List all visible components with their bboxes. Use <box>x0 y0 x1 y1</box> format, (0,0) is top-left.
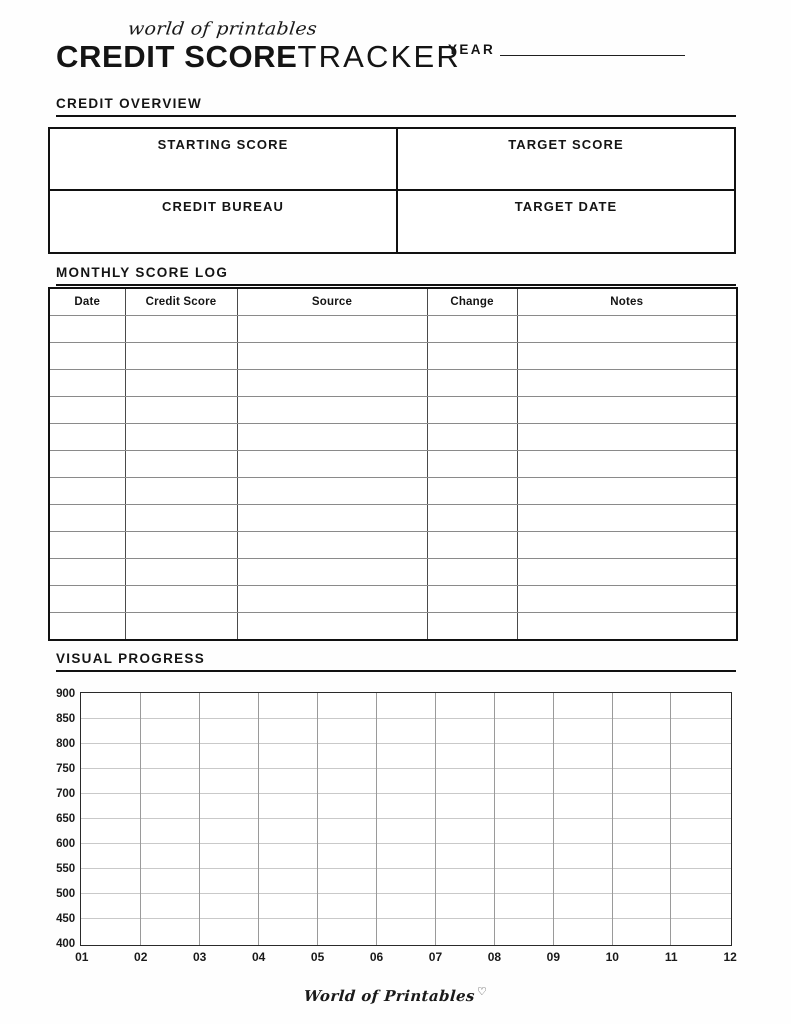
chart-x-tick-label: 09 <box>546 950 561 964</box>
log-cell-source[interactable] <box>237 451 427 478</box>
overview-cell-target-score[interactable] <box>398 129 734 191</box>
log-cell-date[interactable] <box>49 586 125 613</box>
chart-gridline-vertical <box>670 693 671 945</box>
table-row <box>49 586 737 613</box>
log-cell-change[interactable] <box>427 451 517 478</box>
section-title-credit-overview: CREDIT OVERVIEW <box>56 96 203 111</box>
log-cell-source[interactable] <box>237 343 427 370</box>
log-cell-notes[interactable] <box>517 559 737 586</box>
log-cell-notes[interactable] <box>517 586 737 613</box>
chart-y-tick-label: 800 <box>56 737 75 750</box>
log-cell-change[interactable] <box>427 505 517 532</box>
log-cell-change[interactable] <box>427 586 517 613</box>
log-cell-source[interactable] <box>237 370 427 397</box>
log-cell-credit-score[interactable] <box>125 397 237 424</box>
credit-overview-table <box>48 127 736 254</box>
chart-x-tick-label: 07 <box>428 950 443 964</box>
log-cell-notes[interactable] <box>517 316 737 343</box>
chart-y-tick-label: 850 <box>56 712 75 725</box>
log-column-header-credit-score: Credit Score <box>125 288 237 316</box>
log-cell-credit-score[interactable] <box>125 505 237 532</box>
section-rule <box>56 115 736 117</box>
chart-gridline-vertical <box>317 693 318 945</box>
chart-gridline-horizontal <box>81 718 731 719</box>
log-cell-notes[interactable] <box>517 451 737 478</box>
log-cell-credit-score[interactable] <box>125 586 237 613</box>
chart-gridline-horizontal <box>81 918 731 919</box>
log-cell-change[interactable] <box>427 532 517 559</box>
log-cell-notes[interactable] <box>517 370 737 397</box>
table-row <box>49 613 737 641</box>
table-row <box>49 397 737 424</box>
chart-gridline-horizontal <box>81 893 731 894</box>
chart-gridline-vertical <box>553 693 554 945</box>
log-cell-credit-score[interactable] <box>125 613 237 641</box>
chart-gridline-horizontal <box>81 768 731 769</box>
chart-x-tick-label: 04 <box>251 950 266 964</box>
year-write-line[interactable] <box>500 55 685 56</box>
log-cell-credit-score[interactable] <box>125 559 237 586</box>
chart-y-tick-label: 650 <box>56 813 75 825</box>
chart-gridline-vertical <box>494 693 495 945</box>
chart-y-tick-label: 750 <box>56 762 75 775</box>
log-cell-credit-score[interactable] <box>125 532 237 559</box>
table-row <box>49 343 737 370</box>
overview-label-target-date: TARGET DATE <box>514 198 618 214</box>
log-cell-source[interactable] <box>237 532 427 559</box>
log-cell-change[interactable] <box>427 343 517 370</box>
log-cell-source[interactable] <box>237 397 427 424</box>
chart-gridline-vertical <box>258 693 259 945</box>
log-cell-date[interactable] <box>49 451 125 478</box>
chart-gridline-horizontal <box>81 843 731 844</box>
log-cell-source[interactable] <box>237 478 427 505</box>
log-cell-notes[interactable] <box>517 613 737 641</box>
log-cell-change[interactable] <box>427 316 517 343</box>
log-column-header-change: Change <box>427 288 517 316</box>
table-row <box>49 370 737 397</box>
log-cell-notes[interactable] <box>517 424 737 451</box>
log-cell-credit-score[interactable] <box>125 424 237 451</box>
monthly-score-log-table <box>48 287 738 641</box>
log-cell-source[interactable] <box>237 586 427 613</box>
log-cell-change[interactable] <box>427 370 517 397</box>
chart-gridline-vertical <box>376 693 377 945</box>
brand-script-logo: world of printables <box>126 18 319 40</box>
log-cell-change[interactable] <box>427 397 517 424</box>
overview-label-credit-bureau: CREDIT BUREAU <box>162 198 284 214</box>
chart-gridline-vertical <box>199 693 200 945</box>
section-header-visual-progress <box>56 651 736 672</box>
overview-cell-credit-bureau[interactable] <box>50 191 398 253</box>
chart-y-tick-label: 400 <box>56 938 75 951</box>
section-rule <box>56 670 736 672</box>
chart-x-tick-label: 11 <box>664 950 678 964</box>
footer-brand-text: World of Printables <box>303 987 476 1006</box>
table-row <box>49 478 737 505</box>
table-row <box>49 505 737 532</box>
table-row <box>49 532 737 559</box>
log-cell-date[interactable] <box>49 343 125 370</box>
log-cell-source[interactable] <box>237 613 427 641</box>
chart-x-tick-label: 01 <box>75 950 89 964</box>
section-title-monthly-score-log: MONTHLY SCORE LOG <box>56 265 229 280</box>
chart-y-tick-label: 500 <box>56 888 75 901</box>
table-row <box>49 424 737 451</box>
log-cell-credit-score[interactable] <box>125 451 237 478</box>
log-cell-date[interactable] <box>49 424 125 451</box>
log-cell-date[interactable] <box>49 532 125 559</box>
chart-y-tick-label: 900 <box>56 687 75 700</box>
log-cell-credit-score[interactable] <box>125 478 237 505</box>
log-column-header-source: Source <box>237 288 427 316</box>
log-cell-change[interactable] <box>427 613 517 641</box>
log-column-header-notes: Notes <box>517 288 737 316</box>
chart-y-tick-label: 550 <box>56 863 75 876</box>
log-cell-credit-score[interactable] <box>125 343 237 370</box>
log-column-header-date: Date <box>49 288 125 316</box>
table-header-row <box>49 288 737 316</box>
section-title-visual-progress: VISUAL PROGRESS <box>56 651 206 666</box>
chart-x-tick-label: 08 <box>487 950 502 964</box>
log-table-body <box>49 316 737 641</box>
chart-y-tick-label: 600 <box>56 838 75 851</box>
chart-gridline-vertical <box>140 693 141 945</box>
log-cell-date[interactable] <box>49 478 125 505</box>
table-row <box>49 451 737 478</box>
log-cell-source[interactable] <box>237 424 427 451</box>
log-cell-date[interactable] <box>49 559 125 586</box>
chart-x-tick-label: 06 <box>369 950 384 964</box>
visual-progress-chart <box>48 686 736 978</box>
log-cell-notes[interactable] <box>517 343 737 370</box>
page-footer <box>0 985 791 1006</box>
log-cell-credit-score[interactable] <box>125 370 237 397</box>
page-title-bold: CREDIT SCORE <box>56 39 298 74</box>
chart-x-tick-label: 05 <box>310 950 325 964</box>
log-table-head <box>49 288 737 316</box>
log-cell-date[interactable] <box>49 397 125 424</box>
log-cell-notes[interactable] <box>517 532 737 559</box>
heart-icon: ♡ <box>476 986 487 998</box>
chart-y-tick-label: 700 <box>56 787 75 800</box>
overview-cell-target-date[interactable] <box>398 191 734 253</box>
section-header-monthly-score-log <box>56 265 736 286</box>
page-title-light: TRACKER <box>297 39 461 74</box>
chart-x-tick-label: 03 <box>193 950 207 964</box>
log-cell-notes[interactable] <box>517 505 737 532</box>
log-cell-date[interactable] <box>49 316 125 343</box>
chart-x-tick-label: 02 <box>134 950 148 964</box>
chart-gridline-horizontal <box>81 868 731 869</box>
table-row <box>49 559 737 586</box>
chart-gridline-horizontal <box>81 818 731 819</box>
overview-label-starting-score: STARTING SCORE <box>157 137 289 152</box>
chart-y-tick-label: 450 <box>56 913 75 926</box>
log-cell-change[interactable] <box>427 424 517 451</box>
log-cell-source[interactable] <box>237 316 427 343</box>
log-cell-change[interactable] <box>427 559 517 586</box>
page-title <box>56 41 461 72</box>
chart-x-axis <box>75 950 737 970</box>
year-label: YEAR <box>448 42 496 57</box>
chart-gridline-vertical <box>435 693 436 945</box>
log-cell-source[interactable] <box>237 505 427 532</box>
log-cell-credit-score[interactable] <box>125 316 237 343</box>
log-cell-notes[interactable] <box>517 397 737 424</box>
chart-x-tick-label: 10 <box>605 950 619 964</box>
chart-plot-area[interactable] <box>80 692 732 946</box>
table-row <box>49 316 737 343</box>
log-cell-date[interactable] <box>49 370 125 397</box>
chart-gridline-horizontal <box>81 743 731 744</box>
log-cell-date[interactable] <box>49 613 125 641</box>
log-cell-notes[interactable] <box>517 478 737 505</box>
chart-gridline-horizontal <box>81 793 731 794</box>
section-rule <box>56 284 736 286</box>
log-cell-source[interactable] <box>237 559 427 586</box>
chart-gridline-vertical <box>612 693 613 945</box>
chart-x-tick-label: 12 <box>723 950 737 964</box>
year-field[interactable] <box>448 42 685 59</box>
section-header-credit-overview <box>56 96 736 117</box>
chart-y-axis <box>48 687 78 951</box>
overview-label-target-score: TARGET SCORE <box>508 137 624 152</box>
log-cell-date[interactable] <box>49 505 125 532</box>
overview-cell-starting-score[interactable] <box>50 129 398 191</box>
log-cell-change[interactable] <box>427 478 517 505</box>
